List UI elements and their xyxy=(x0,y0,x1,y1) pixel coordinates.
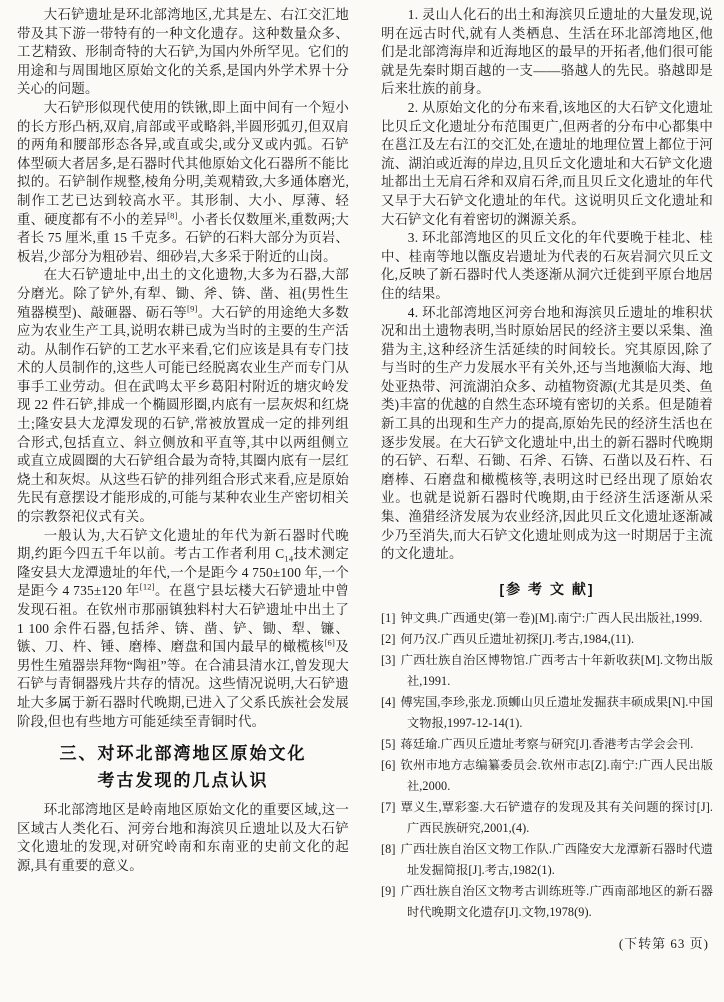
paragraph: 大石铲形似现代使用的铁锹,即上面中间有一个短小的长方形凸柄,双肩,肩部或平或略斜,半圆形弧刃,但双肩的两角和腰部形态各异,或直或尖,或分叉或内弧。石铲体型硕大者居多,是石器时代其他原始文化石器所不能比拟的。石铲制作规整,棱角分明,美观精致,大多通体磨光,制作工艺已达到较高水平。其形制、大小、厚薄、轻重、硬度都有不小的差异[8]。小者长仅数厘米,重数两;大者长 75 厘米,重 15 千克多。石铲的石料大部分为页岩、板岩,少部分为粗砂岩、细砂岩,大多采于附近的山岗。 xyxy=(17,99,349,264)
reference-label: [3] xyxy=(381,652,396,667)
reference-item: [6] 钦州市地方志编纂委员会.钦州市志[Z].南宁:广西人民出版社,2000. xyxy=(381,757,713,793)
reference-label: [4] xyxy=(381,694,396,709)
section-heading xyxy=(17,740,349,794)
reference-item: [2] 何乃汉.广西贝丘遗址初探[J].考古,1984,(11). xyxy=(381,631,635,646)
references-heading: [参 考 文 献] xyxy=(499,580,595,597)
reference-label: [6] xyxy=(381,757,396,772)
citation-superscript: [9] xyxy=(187,303,198,314)
paragraph: 2. 从原始文化的分布来看,该地区的大石铲文化遗址比贝丘文化遗址分布范围更广,但两者的分布中心都集中在邕江及左右江的交汇处,在遗址的地理位置上都位于河流、湖泊或近海的岸边,且贝丘文化遗址和大石铲文化遗址都出土无肩石斧和双肩石斧,而且贝丘文化遗址的年代又早于大石铲文化遗址的年代。这说明贝丘文化遗址和大石铲文化有着密切的渊源关系。 xyxy=(381,99,713,227)
paragraph: 3. 环北部湾地区的贝丘文化的年代要晚于桂北、桂中、桂南等地以甑皮岩遗址为代表的石灰岩洞穴贝丘文化,反映了新石器时代人类逐渐从洞穴迁徙到平原台地居住的结果。 xyxy=(381,230,713,301)
section-heading-line2: 考古发现的几点认识 xyxy=(97,771,269,791)
right-body-paragraphs xyxy=(381,6,713,564)
left-column xyxy=(17,6,349,876)
reference-label: [1] xyxy=(381,610,396,625)
citation-superscript: [6] xyxy=(324,637,336,648)
reference-item: [5] 蒋廷瑜.广西贝丘遗址考察与研究[J].香港考古学会会刊. xyxy=(381,736,694,751)
references-list xyxy=(381,608,713,923)
reference-label: [9] xyxy=(381,883,396,898)
section-heading-line1: 三、对环北部湾地区原始文化 xyxy=(59,744,307,764)
left-closing-paragraphs xyxy=(17,801,349,875)
paragraph: 4. 环北部湾地区河旁台地和海滨贝丘遗址的堆积状况和出土遗物表明,当时原始居民的经济主要以采集、渔猎为主,这种经济生活延续的时间较长。究其原因,除了与当时的生产力发展水平有关外,还与当地濒临大海、地处亚热带、河流湖泊众多、动植物资源(尤其是贝类、鱼类)丰富的优越的自然生态环境有密切的关系。但是随着新工具的出现和生产力的提高,原始先民的经济生活也在逐步发展。在大石铲文化遗址中,出土的新石器时代晚期的石铲、石犁、石锄、石斧、石锛、石凿以及石杵、石磨棒、石磨盘和橄榄核等,表明这时已经出现了原始农业。也就是说新石器时代晚期,由于经济生活逐渐从采集、渔猎经济发展为农业经济,因此贝丘文化遗址逐渐减少乃至消失,而大石铲文化遗址则成为这一时期居于主流的文化遗址。 xyxy=(381,304,713,562)
citation-superscript: [12] xyxy=(139,581,155,592)
reference-item: [4] 傅宪国,李珍,张龙.顶蛳山贝丘遗址发掘获丰硕成果[N].中国文物报,1997-12-14(1). xyxy=(381,694,713,730)
reference-label: [8] xyxy=(381,841,396,856)
reference-label: [2] xyxy=(381,631,396,646)
paragraph: 一般认为,大石铲文化遗址的年代为新石器时代晚期,约距今四五千年以前。考古工作者利用 $C_{14}$技术测定隆安县大龙潭遗址的年代,一个是距今 4 750±100 年,一个是距今 4 735±120 年[12]。在邕宁县坛楼大石铲遗址中曾发现石祖。在钦州市那丽镇独料村大石铲遗址中出土了 1 100 余件石器,包括斧、锛、凿、铲、锄、犁、镰、镞、刀、杵、锤、磨棒、磨盘和国内最早的橄榄核[6]及男性生殖器崇拜物“陶祖”等。在合浦县清水江,曾发现大石铲与青铜器残片共存的情况。这些情况说明,大石铲遗址大多属于新石器时代晚期,已进入了父系氏族社会发展阶段,但也有些地方可能延续至青铜时代。 xyxy=(17,527,349,729)
citation-superscript: [8] xyxy=(167,210,178,221)
reference-item: [9] 广西壮族自治区文物考古训练班等.广西南部地区的新石器时代晚期文化遗存[J].文物,1978(9). xyxy=(381,883,713,919)
paragraph: 环北部湾地区是岭南地区原始文化的重要区域,这一区域古人类化石、河旁台地和海滨贝丘遗址以及大石铲文化遗址的发现,对研究岭南和东南亚的史前文化的起源,具有重要的意义。 xyxy=(17,802,349,873)
continuation-note: (下转第 63 页) xyxy=(618,935,709,951)
subscript: 14 xyxy=(284,553,294,564)
paragraph: 1. 灵山人化石的出土和海滨贝丘遗址的大量发现,说明在远古时代,就有人类栖息、生活在环北部湾地区,他们是北部湾海岸和近海地区的最早的开拓者,他们很可能就是先秦时期百越的一支——骆越人的先民。骆越即是后来壮族的前身。 xyxy=(381,7,713,97)
left-body-paragraphs xyxy=(17,6,349,731)
reference-label: [7] xyxy=(381,799,396,814)
paragraph: 大石铲遗址是环北部湾地区,尤其是左、右江交汇地带及其下游一带特有的一种文化遗存。这种数量众多、工艺精致、形制奇特的大石铲,为国内外所罕见。它们的用途和与周围地区原始文化的关系,是国内外学术界十分关心的问题。 xyxy=(17,7,349,97)
reference-item: [8] 广西壮族自治区文物工作队.广西隆安大龙潭新石器时代遗址发掘简报[J].考古,1982(1). xyxy=(381,841,713,877)
reference-item: [7] 覃义生,覃彩銮.大石铲遗存的发现及其有关问题的探讨[J].广西民族研究,2001,(4). xyxy=(381,799,713,835)
right-column xyxy=(381,6,713,952)
paragraph: 在大石铲遗址中,出土的文化遗物,大多为石器,大部分磨光。除了铲外,有犁、锄、斧、锛、凿、祖(男性生殖器模型)、敲砸器、砺石等[9]。大石铲的用途绝大多数应为农业生产工具,说明农耕已成为当时的主要的生产活动。从制作石铲的工艺水平来看,它们应该是具有专门技术的人员制作的,这些人可能已经脱离农业生产而专门从事手工业劳动。但在武鸣太平乡葛阳村附近的塘灾岭发现 22 件石铲,排成一个椭圆形圈,内底有一层灰烬和红烧土;隆安县大龙潭发现的石铲,常被放置成一定的排列组合形式,包括直立、斜立侧放和平直等,其中以两组侧立或直立成圆圈的大石铲组合最为奇特,其圈内底有一层红烧土和灰烬。从这些石铲的排列组合形式来看,应是原始先民有意摆设才能形成的,可能与某种农业生产密切相关的宗教祭祀仪式有关。 xyxy=(17,267,349,525)
reference-label: [5] xyxy=(381,736,396,751)
reference-item: [1] 钟文典.广西通史(第一卷)[M].南宁:广西人民出版社,1999. xyxy=(381,610,703,625)
reference-item: [3] 广西壮族自治区博物馆.广西考古十年新收获[M].文物出版社,1991. xyxy=(381,652,713,688)
